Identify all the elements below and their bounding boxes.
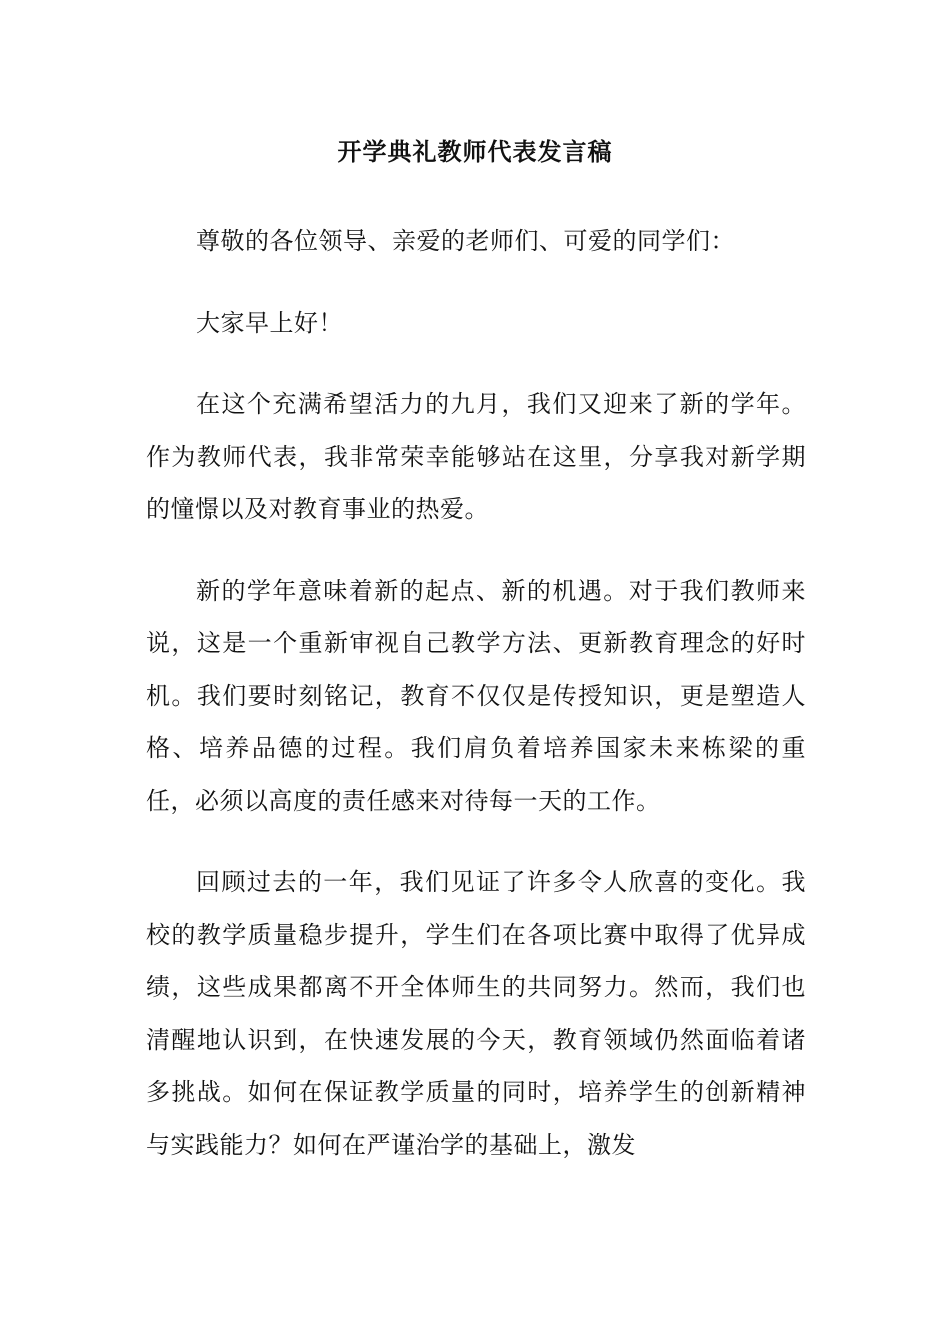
document-body	[146, 215, 806, 1200]
body-paragraph: 新的学年意味着新的起点、新的机遇。对于我们教师来说，这是一个重新审视自己教学方法、更新教育理念的好时机。我们要时刻铭记，教育不仅仅是传授知识，更是塑造人格、培养品德的过程。我们肩负着培养国家未来栋梁的重任，必须以高度的责任感来对待每一天的工作。	[146, 576, 806, 815]
body-paragraph: 回顾过去的一年，我们见证了许多令人欣喜的变化。我校的教学质量稳步提升，学生们在各项比赛中取得了优异成绩，这些成果都离不开全体师生的共同努力。然而，我们也清醒地认识到，在快速发展的今天，教育领域仍然面临着诸多挑战。如何在保证教学质量的同时，培养学生的创新精神与实践能力？如何在严谨治学的基础上，激发	[146, 868, 806, 1159]
salutation-paragraph: 尊敬的各位领导、亲爱的老师们、可爱的同学们：	[196, 227, 735, 255]
greeting-paragraph: 大家早上好！	[196, 308, 343, 337]
body-paragraph: 在这个充满希望活力的九月，我们又迎来了新的学年。作为教师代表，我非常荣幸能够站在这里，分享我对新学期的憧憬以及对教育事业的热爱。	[146, 390, 806, 523]
document-title: 开学典礼教师代表发言稿	[337, 137, 613, 166]
